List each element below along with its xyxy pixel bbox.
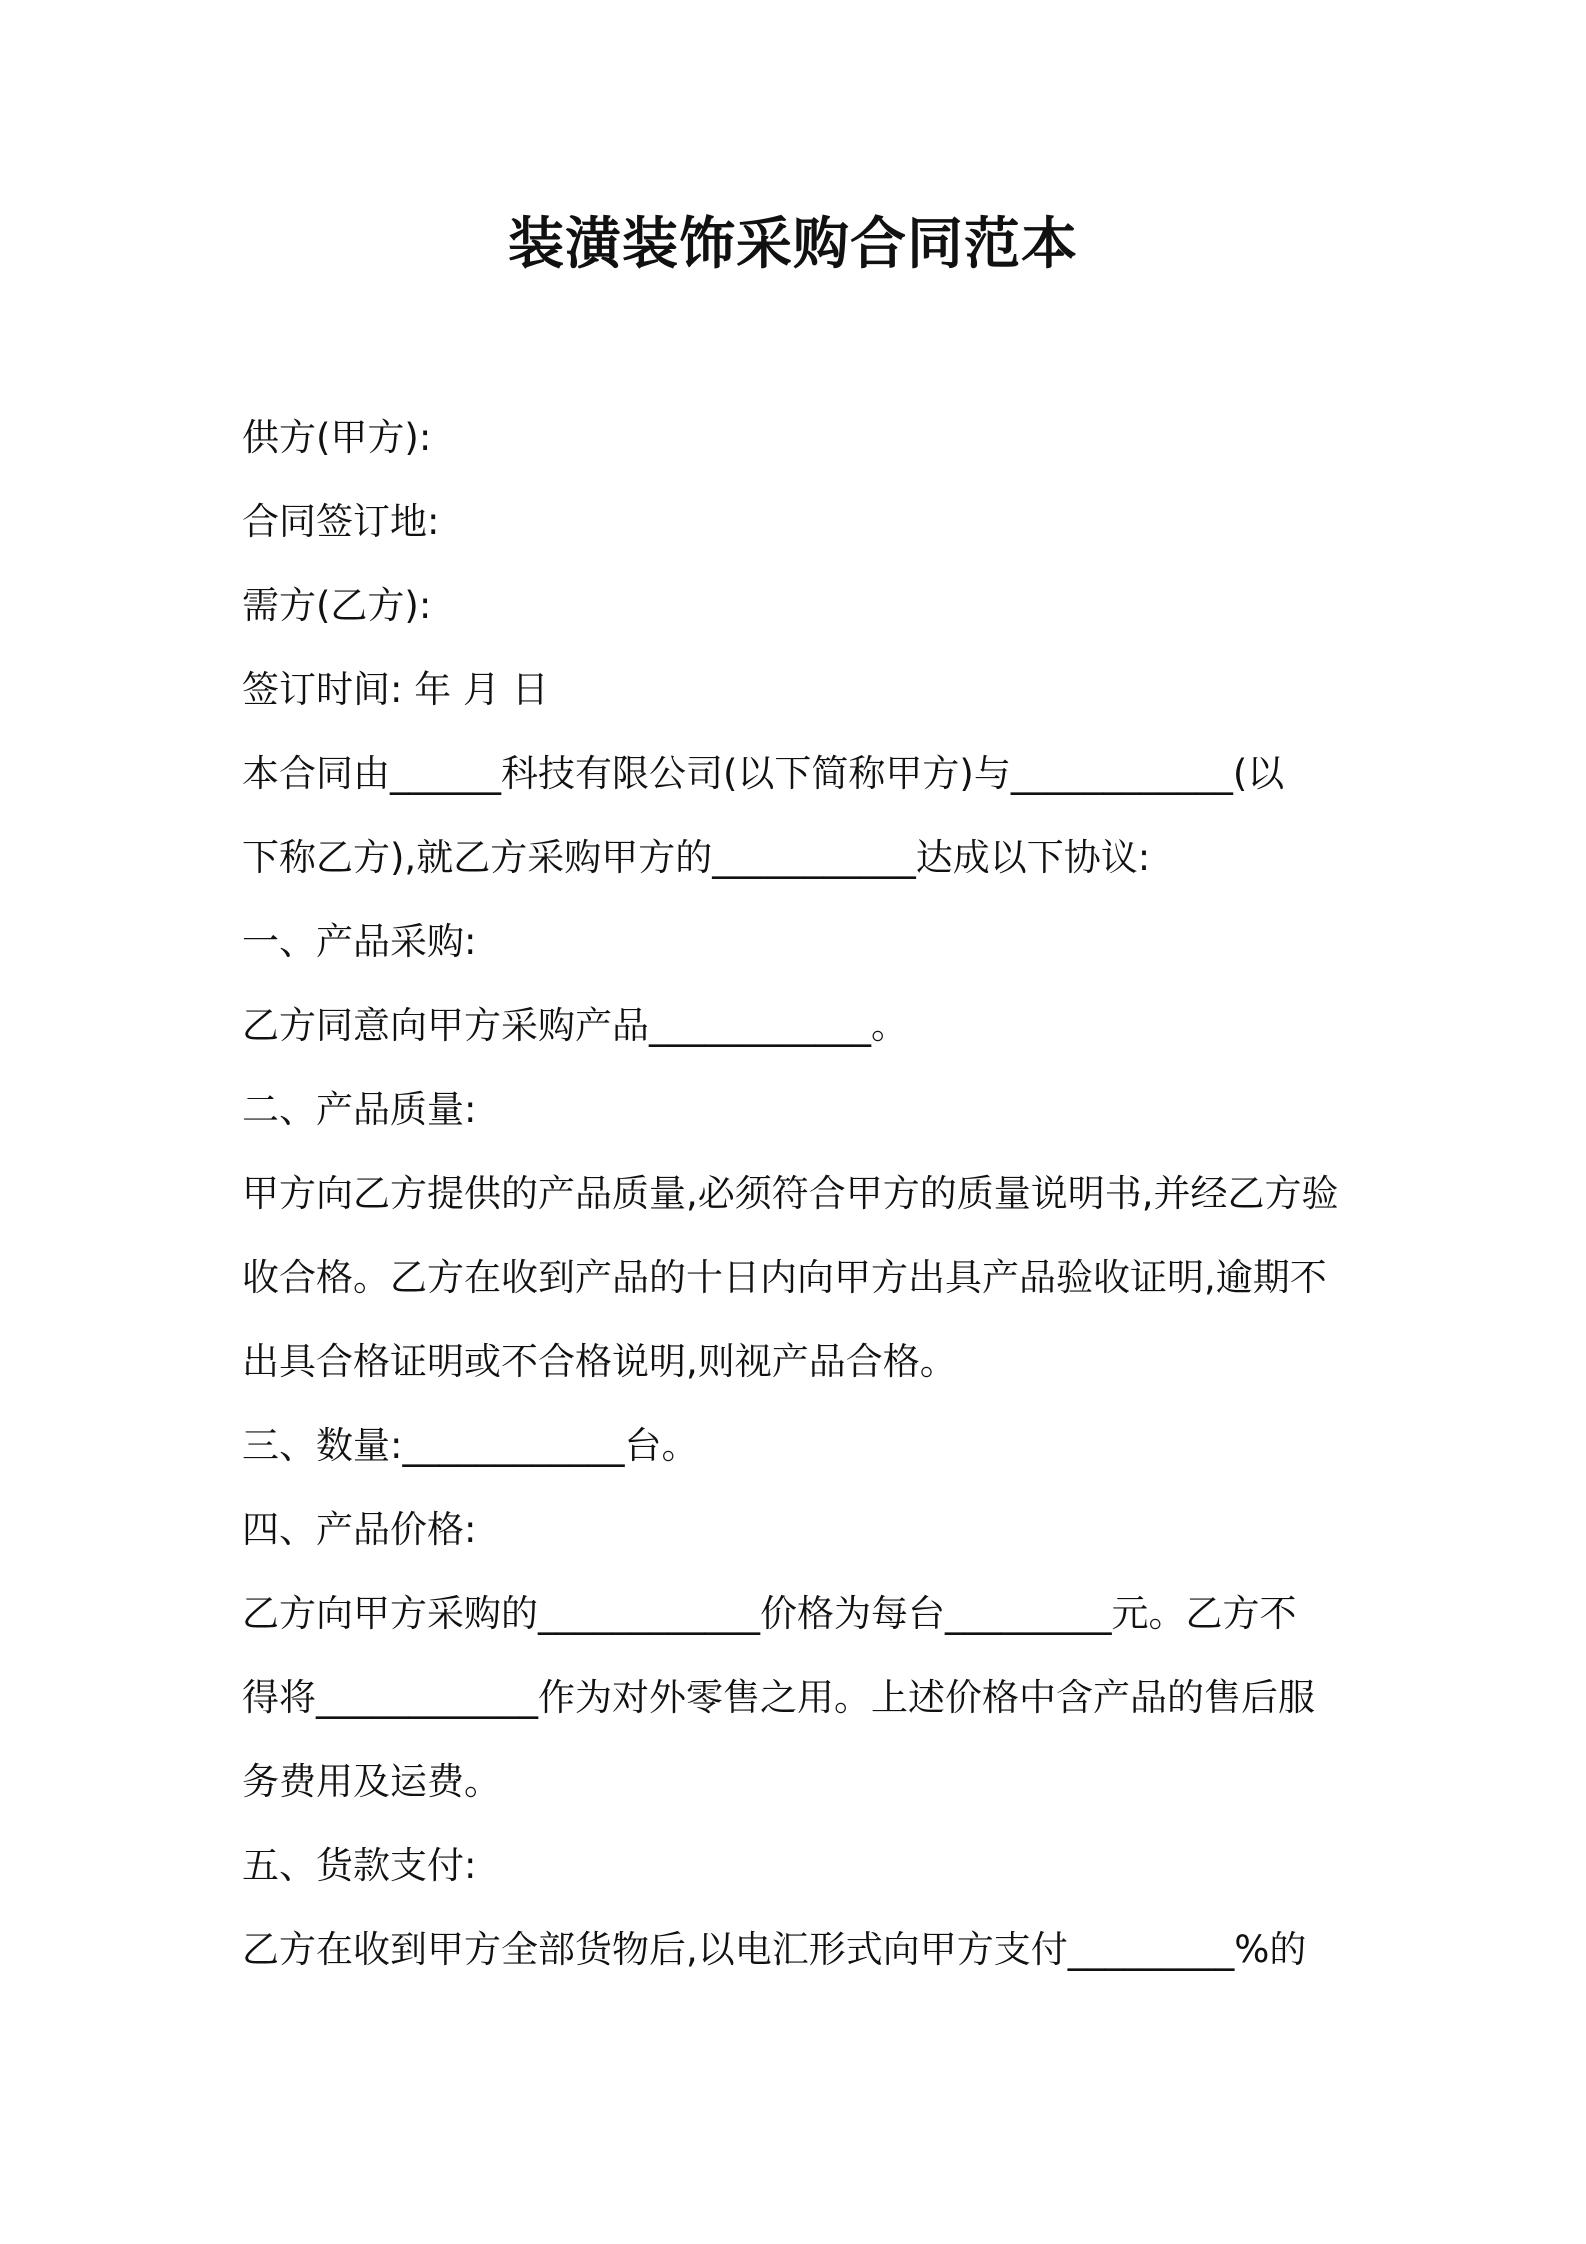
intro-paragraph-line: 本合同由______科技有限公司(以下简称甲方)与____________(以 [242,752,1285,795]
product-price-text: 务费用及运费。 [242,1760,501,1803]
section-heading-product-quality: 二、产品质量: [242,1088,477,1131]
section-heading-product-purchase: 一、产品采购: [242,920,477,963]
document-title: 装潢装饰采购合同范本 [508,212,1078,277]
payment-text: 乙方在收到甲方全部货物后,以电汇形式向甲方支付_________%的 [242,1928,1307,1971]
section-heading-product-price: 四、产品价格: [242,1508,477,1551]
supplier-line: 供方(甲方): [242,416,432,459]
product-quality-text: 甲方向乙方提供的产品质量,必须符合甲方的质量说明书,并经乙方验 [242,1172,1339,1215]
document-body [242,396,1354,1992]
buyer-line: 需方(乙方): [242,584,432,627]
signing-place-line: 合同签订地: [242,500,440,543]
product-quality-text: 出具合格证明或不合格说明,则视产品合格。 [242,1340,957,1383]
intro-paragraph-line: 下称乙方),就乙方采购甲方的___________达成以下协议: [242,836,1151,879]
section-heading-payment: 五、货款支付: [242,1844,477,1887]
signing-date-line: 签订时间: 年 月 日 [242,668,549,711]
product-price-text: 得将____________作为对外零售之用。上述价格中含产品的售后服 [242,1676,1315,1719]
product-price-text: 乙方向甲方采购的____________价格为每台_________元。乙方不 [242,1592,1297,1635]
product-quality-text: 收合格。乙方在收到产品的十日内向甲方出具产品验收证明,逾期不 [242,1256,1327,1299]
product-purchase-text: 乙方同意向甲方采购产品____________。 [242,1004,908,1047]
section-heading-quantity: 三、数量:____________台。 [242,1424,699,1467]
